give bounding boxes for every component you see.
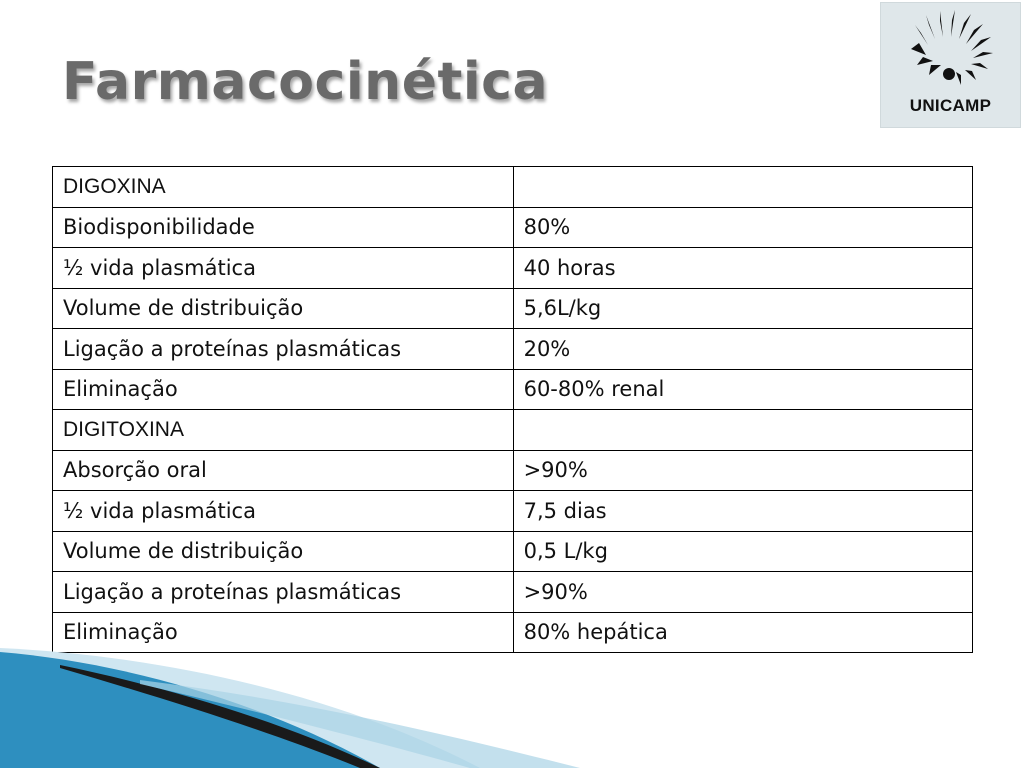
wave-light-band (0, 648, 480, 768)
table-row (53, 531, 973, 572)
parameter-cell: ½ vida plasmática (53, 491, 514, 532)
pharmacokinetics-table (52, 166, 973, 653)
drug-name-cell: DIGOXINA (53, 167, 514, 208)
table-row (53, 167, 973, 208)
parameter-cell: Ligação a proteínas plasmáticas (53, 572, 514, 613)
drug-name-cell: DIGITOXINA (53, 410, 514, 451)
table-row (53, 450, 973, 491)
slide-title: Farmacocinética (62, 52, 549, 112)
table-row (53, 491, 973, 532)
table-row (53, 288, 973, 329)
value-cell: 20% (513, 329, 972, 370)
wave-dark-line (60, 665, 380, 768)
parameter-cell: Volume de distribuição (53, 288, 514, 329)
unicamp-logo (880, 2, 1021, 128)
value-cell: 40 horas (513, 248, 972, 289)
value-cell: 0,5 L/kg (513, 531, 972, 572)
table-row (53, 612, 973, 653)
value-cell: 5,6L/kg (513, 288, 972, 329)
wave-pale-band (140, 680, 580, 768)
table-row (53, 329, 973, 370)
wave-blue-band (0, 652, 380, 768)
value-cell: >90% (513, 572, 972, 613)
parameter-cell: ½ vida plasmática (53, 248, 514, 289)
logo-text: UNICAMP (909, 96, 992, 115)
value-cell (513, 167, 972, 208)
parameter-cell: Absorção oral (53, 450, 514, 491)
parameter-cell: Ligação a proteínas plasmáticas (53, 329, 514, 370)
parameter-cell: Eliminação (53, 369, 514, 410)
value-cell (513, 410, 972, 451)
value-cell: 80% hepática (513, 612, 972, 653)
parameter-cell: Volume de distribuição (53, 531, 514, 572)
value-cell: >90% (513, 450, 972, 491)
table-row (53, 248, 973, 289)
unicamp-emblem-icon (881, 3, 1022, 103)
value-cell: 80% (513, 207, 972, 248)
table-row (53, 369, 973, 410)
parameter-cell: Biodisponibilidade (53, 207, 514, 248)
table-row (53, 572, 973, 613)
parameter-cell: Eliminação (53, 612, 514, 653)
value-cell: 60-80% renal (513, 369, 972, 410)
value-cell: 7,5 dias (513, 491, 972, 532)
table-row (53, 410, 973, 451)
table-row (53, 207, 973, 248)
